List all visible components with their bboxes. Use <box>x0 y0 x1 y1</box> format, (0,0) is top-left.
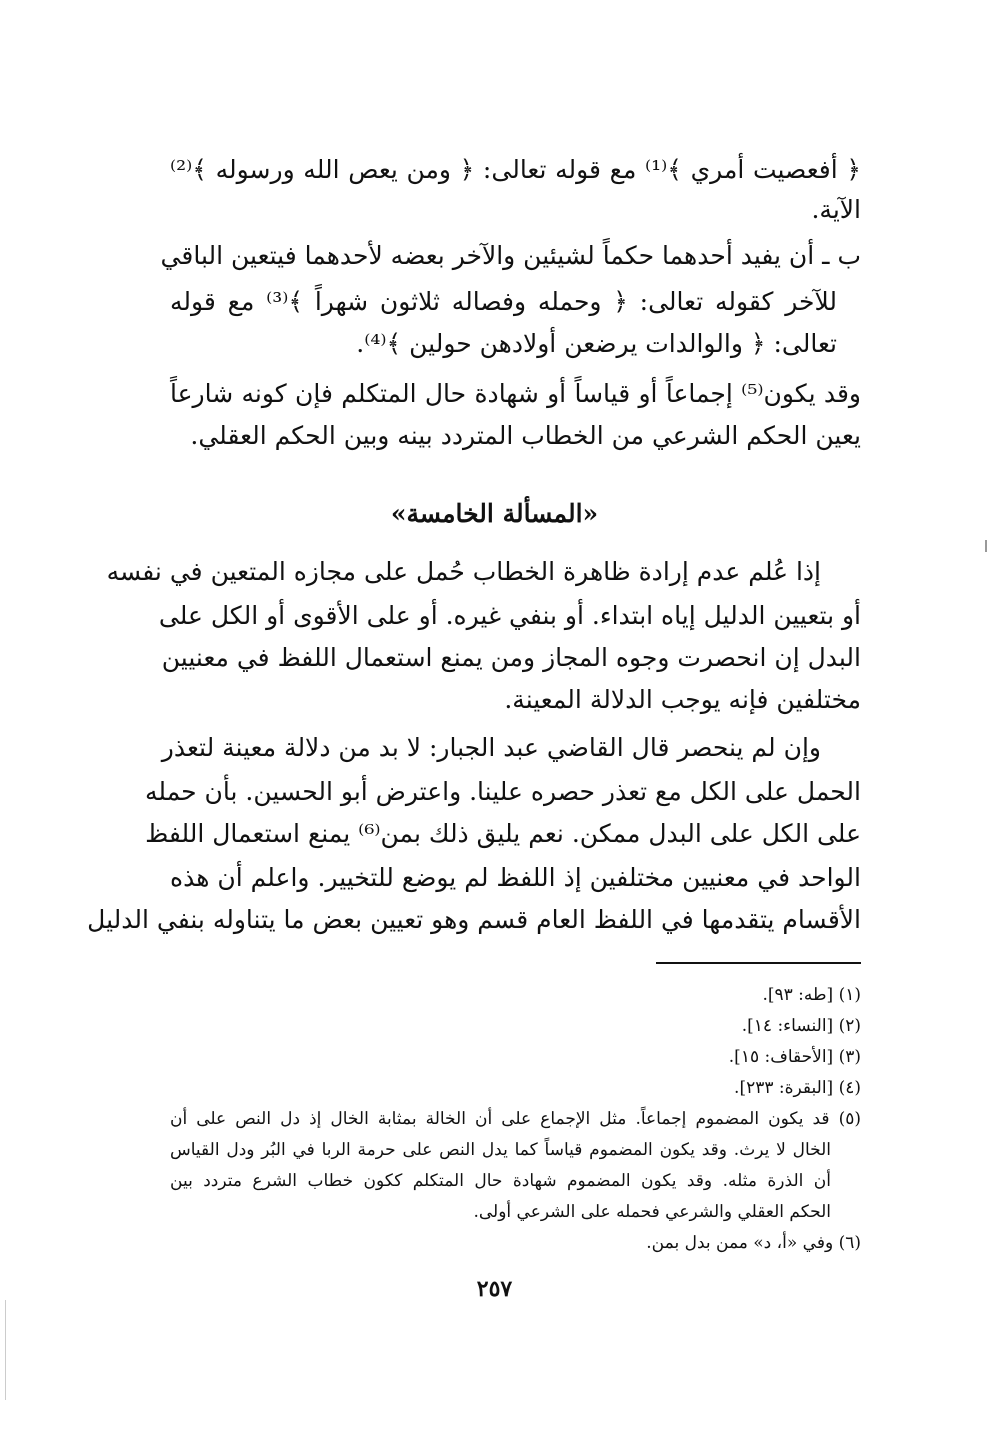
body-line-1: ﴿ أفعصيت أمري ﴾⁽¹⁾ مع قوله تعالى: ﴿ ومن يعص الله ورسوله ﴾⁽²⁾ <box>170 155 861 184</box>
body-line-4: للآخر كقوله تعالى: ﴿ وحمله وفصاله ثلاثون شهراً ﴾⁽³⁾ مع قوله <box>170 287 837 316</box>
footnote-5-line-4: الحكم العقلي والشرعي فحمله على الشرعي أولى. <box>473 1202 831 1222</box>
footnote-5-line-1: (٥) قد يكون المضموم إجماعاً. مثل الإجماع على أن الخالة بمثابة الخال إذ دل النص على أن <box>170 1109 861 1129</box>
body-line-6: وقد يكون⁽⁵⁾ إجماعاً أو قياساً أو شهادة حال المتكلم فإن كونه شارعاً <box>170 379 862 408</box>
footnote-4: (٤) [البقرة: ٢٣٣]. <box>734 1078 861 1098</box>
body-line-7: يعين الحكم الشرعي من الخطاب المتردد بينه وبين الحكم العقلي. <box>190 421 861 450</box>
footnote-6: (٦) وفي «أ، د» ممن بدل بمن. <box>646 1233 861 1253</box>
section-heading: «المسألة الخامسة» <box>390 499 599 528</box>
body-line-3: ب ـ أن يفيد أحدهما حكماً لشيئين والآخر بعضه لأحدهما فيتعين الباقي <box>160 241 861 270</box>
footnote-5-line-3: أن الذرة مثله. وقد يكون المضموم شهادة حال المتكلم ككون خطاب الشرع متردد بين <box>170 1171 831 1191</box>
footnote-3: (٣) [الأحقاف: ١٥]. <box>728 1047 861 1067</box>
para-line-5: وإن لم ينحصر قال القاضي عبد الجبار: لا بد من دلالة معينة لتعذر <box>161 733 821 762</box>
para-line-2: أو بتعيين الدليل إياه ابتداء. أو بنفي غيره. أو على الأقوى أو الكل على <box>158 601 861 630</box>
para-line-9: الأقسام يتقدمها في اللفظ العام قسم وهو تعيين بعض ما يتناوله بنفي الدليل <box>87 905 861 934</box>
para-line-6: الحمل على الكل مع تعذر حصره علينا. واعترض أبو الحسين. بأن حمله <box>145 777 861 806</box>
para-line-8: الواحد في معنيين مختلفين إذ اللفظ لم يوضع للتخيير. واعلم أن هذه <box>170 863 861 892</box>
footnote-5-line-2: الخال لا يرث. وقد يكون المضموم قياساً كما يدل النص على حرمة الربا في البُر ودل القياس <box>170 1140 831 1160</box>
para-line-7: على الكل على البدل ممكن. نعم يليق ذلك بمن⁽⁶⁾ يمنع استعمال اللفظ <box>145 819 861 848</box>
page-number: ٢٥٧ <box>476 1276 513 1302</box>
scan-edge-mark <box>985 540 987 552</box>
body-line-2: الآية. <box>811 195 861 224</box>
body-line-5: تعالى: ﴿ والوالدات يرضعن أولادهن حولين ﴾⁽⁴⁾. <box>356 329 837 358</box>
footnote-separator <box>656 962 861 964</box>
para-line-1: إذا عُلم عدم إرادة ظاهرة الخطاب حُمل على مجازه المتعين في نفسه <box>106 557 821 586</box>
para-line-4: مختلفين فإنه يوجب الدلالة المعينة. <box>504 685 861 714</box>
footnote-2: (٢) [النساء: ١٤]. <box>741 1016 861 1036</box>
para-line-3: البدل إن انحصرت وجوه المجاز ومن يمنع استعمال اللفظ في معنيين <box>161 643 861 672</box>
scan-edge-shadow <box>5 1300 6 1400</box>
footnote-1: (١) [طه: ٩٣]. <box>762 985 861 1005</box>
